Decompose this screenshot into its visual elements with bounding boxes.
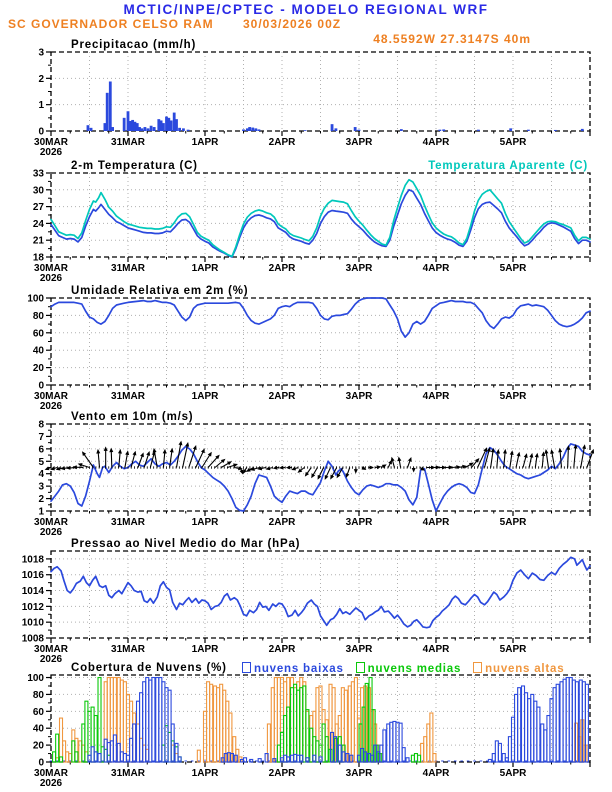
svg-text:1016: 1016 (21, 570, 44, 582)
svg-text:4APR: 4APR (422, 768, 450, 779)
svg-text:24: 24 (32, 218, 44, 230)
svg-text:3APR: 3APR (345, 391, 373, 402)
svg-text:31MAR: 31MAR (111, 263, 145, 274)
svg-text:5APR: 5APR (499, 517, 527, 528)
panel-title-humidity: Umidade Relativa em 2m (%) (68, 285, 251, 297)
svg-text:30MAR: 30MAR (34, 768, 68, 779)
svg-text:20: 20 (32, 740, 44, 752)
station-coordinates: 48.5592W 27.3147S 40m (373, 32, 531, 46)
svg-text:1014: 1014 (21, 586, 44, 598)
svg-text:30MAR: 30MAR (34, 263, 68, 274)
svg-text:1010: 1010 (21, 617, 44, 629)
svg-text:4APR: 4APR (422, 263, 450, 274)
svg-text:18: 18 (32, 252, 44, 264)
svg-text:4APR: 4APR (422, 391, 450, 402)
svg-text:1APR: 1APR (191, 263, 219, 274)
svg-text:0: 0 (38, 380, 44, 392)
svg-text:2APR: 2APR (268, 768, 296, 779)
svg-text:2026: 2026 (39, 401, 63, 412)
svg-text:5APR: 5APR (499, 644, 527, 655)
svg-text:33: 33 (32, 168, 44, 180)
panel-title-clouds: Cobertura de Nuvens (%) (68, 662, 230, 674)
svg-text:40: 40 (32, 723, 44, 735)
svg-text:30MAR: 30MAR (34, 391, 68, 402)
svg-text:1APR: 1APR (191, 768, 219, 779)
low-clouds-label: nuvens baixas (254, 663, 344, 675)
svg-text:2APR: 2APR (268, 137, 296, 148)
svg-text:5APR: 5APR (499, 768, 527, 779)
svg-text:31MAR: 31MAR (111, 137, 145, 148)
svg-text:1: 1 (38, 506, 44, 518)
svg-text:21: 21 (32, 235, 44, 247)
high-clouds-label: nuvens altas (485, 663, 565, 675)
svg-text:1008: 1008 (21, 633, 44, 645)
svg-text:2APR: 2APR (268, 517, 296, 528)
svg-text:3APR: 3APR (345, 644, 373, 655)
svg-text:4APR: 4APR (422, 137, 450, 148)
run-datetime: 30/03/2026 00Z (243, 17, 342, 31)
svg-text:2026: 2026 (39, 654, 63, 665)
svg-text:1012: 1012 (21, 601, 44, 613)
svg-text:4APR: 4APR (422, 644, 450, 655)
panel-title-precipitation: Precipitacao (mm/h) (68, 39, 199, 51)
svg-text:1APR: 1APR (191, 391, 219, 402)
svg-text:2APR: 2APR (268, 391, 296, 402)
svg-text:100: 100 (27, 293, 44, 305)
svg-text:2: 2 (38, 73, 44, 85)
svg-text:30MAR: 30MAR (34, 644, 68, 655)
svg-text:0: 0 (38, 757, 44, 769)
svg-text:3APR: 3APR (345, 517, 373, 528)
svg-text:3: 3 (38, 47, 44, 59)
svg-text:2026: 2026 (39, 778, 63, 789)
svg-text:30MAR: 30MAR (34, 517, 68, 528)
station-name: SC GOVERNADOR CELSO RAM (8, 17, 214, 31)
svg-text:4APR: 4APR (422, 517, 450, 528)
svg-text:6: 6 (38, 444, 44, 456)
svg-text:5: 5 (38, 456, 44, 468)
svg-text:2026: 2026 (39, 273, 63, 284)
svg-text:31MAR: 31MAR (111, 517, 145, 528)
svg-text:3APR: 3APR (345, 137, 373, 148)
svg-text:60: 60 (32, 706, 44, 718)
mid-clouds-label: nuvens medias (367, 663, 462, 675)
svg-text:3APR: 3APR (345, 768, 373, 779)
svg-text:3APR: 3APR (345, 263, 373, 274)
svg-text:31MAR: 31MAR (111, 768, 145, 779)
svg-text:2026: 2026 (39, 527, 63, 538)
svg-text:60: 60 (32, 328, 44, 340)
svg-text:2APR: 2APR (268, 263, 296, 274)
svg-text:1APR: 1APR (191, 517, 219, 528)
model-title: MCTIC/INPE/CPTEC - MODELO REGIONAL WRF (123, 2, 489, 17)
svg-text:5APR: 5APR (499, 391, 527, 402)
svg-text:30: 30 (32, 185, 44, 197)
panel-title-wind: Vento em 10m (m/s) (68, 411, 196, 423)
svg-text:27: 27 (32, 202, 44, 214)
svg-text:1: 1 (38, 100, 44, 112)
svg-text:3: 3 (38, 481, 44, 493)
svg-text:80: 80 (32, 310, 44, 322)
svg-text:2: 2 (38, 494, 44, 506)
svg-text:31MAR: 31MAR (111, 391, 145, 402)
svg-text:4: 4 (38, 469, 44, 481)
svg-text:20: 20 (32, 363, 44, 375)
panel-title-pressure: Pressao ao Nivel Medio do Mar (hPa) (68, 538, 303, 550)
svg-text:100: 100 (27, 673, 44, 685)
svg-text:2026: 2026 (39, 147, 63, 158)
apparent-temperature-label: Temperatura Aparente (C) (428, 160, 588, 172)
svg-text:31MAR: 31MAR (111, 644, 145, 655)
svg-text:1APR: 1APR (191, 137, 219, 148)
svg-text:5APR: 5APR (499, 263, 527, 274)
svg-text:2APR: 2APR (268, 644, 296, 655)
svg-text:40: 40 (32, 345, 44, 357)
svg-text:5APR: 5APR (499, 137, 527, 148)
svg-text:80: 80 (32, 689, 44, 701)
svg-text:30MAR: 30MAR (34, 137, 68, 148)
panel-title-temperature: 2-m Temperatura (C) (68, 160, 201, 172)
svg-text:1APR: 1APR (191, 644, 219, 655)
svg-text:7: 7 (38, 431, 44, 443)
svg-text:8: 8 (38, 419, 44, 431)
svg-text:0: 0 (38, 126, 44, 138)
svg-text:1018: 1018 (21, 554, 44, 566)
